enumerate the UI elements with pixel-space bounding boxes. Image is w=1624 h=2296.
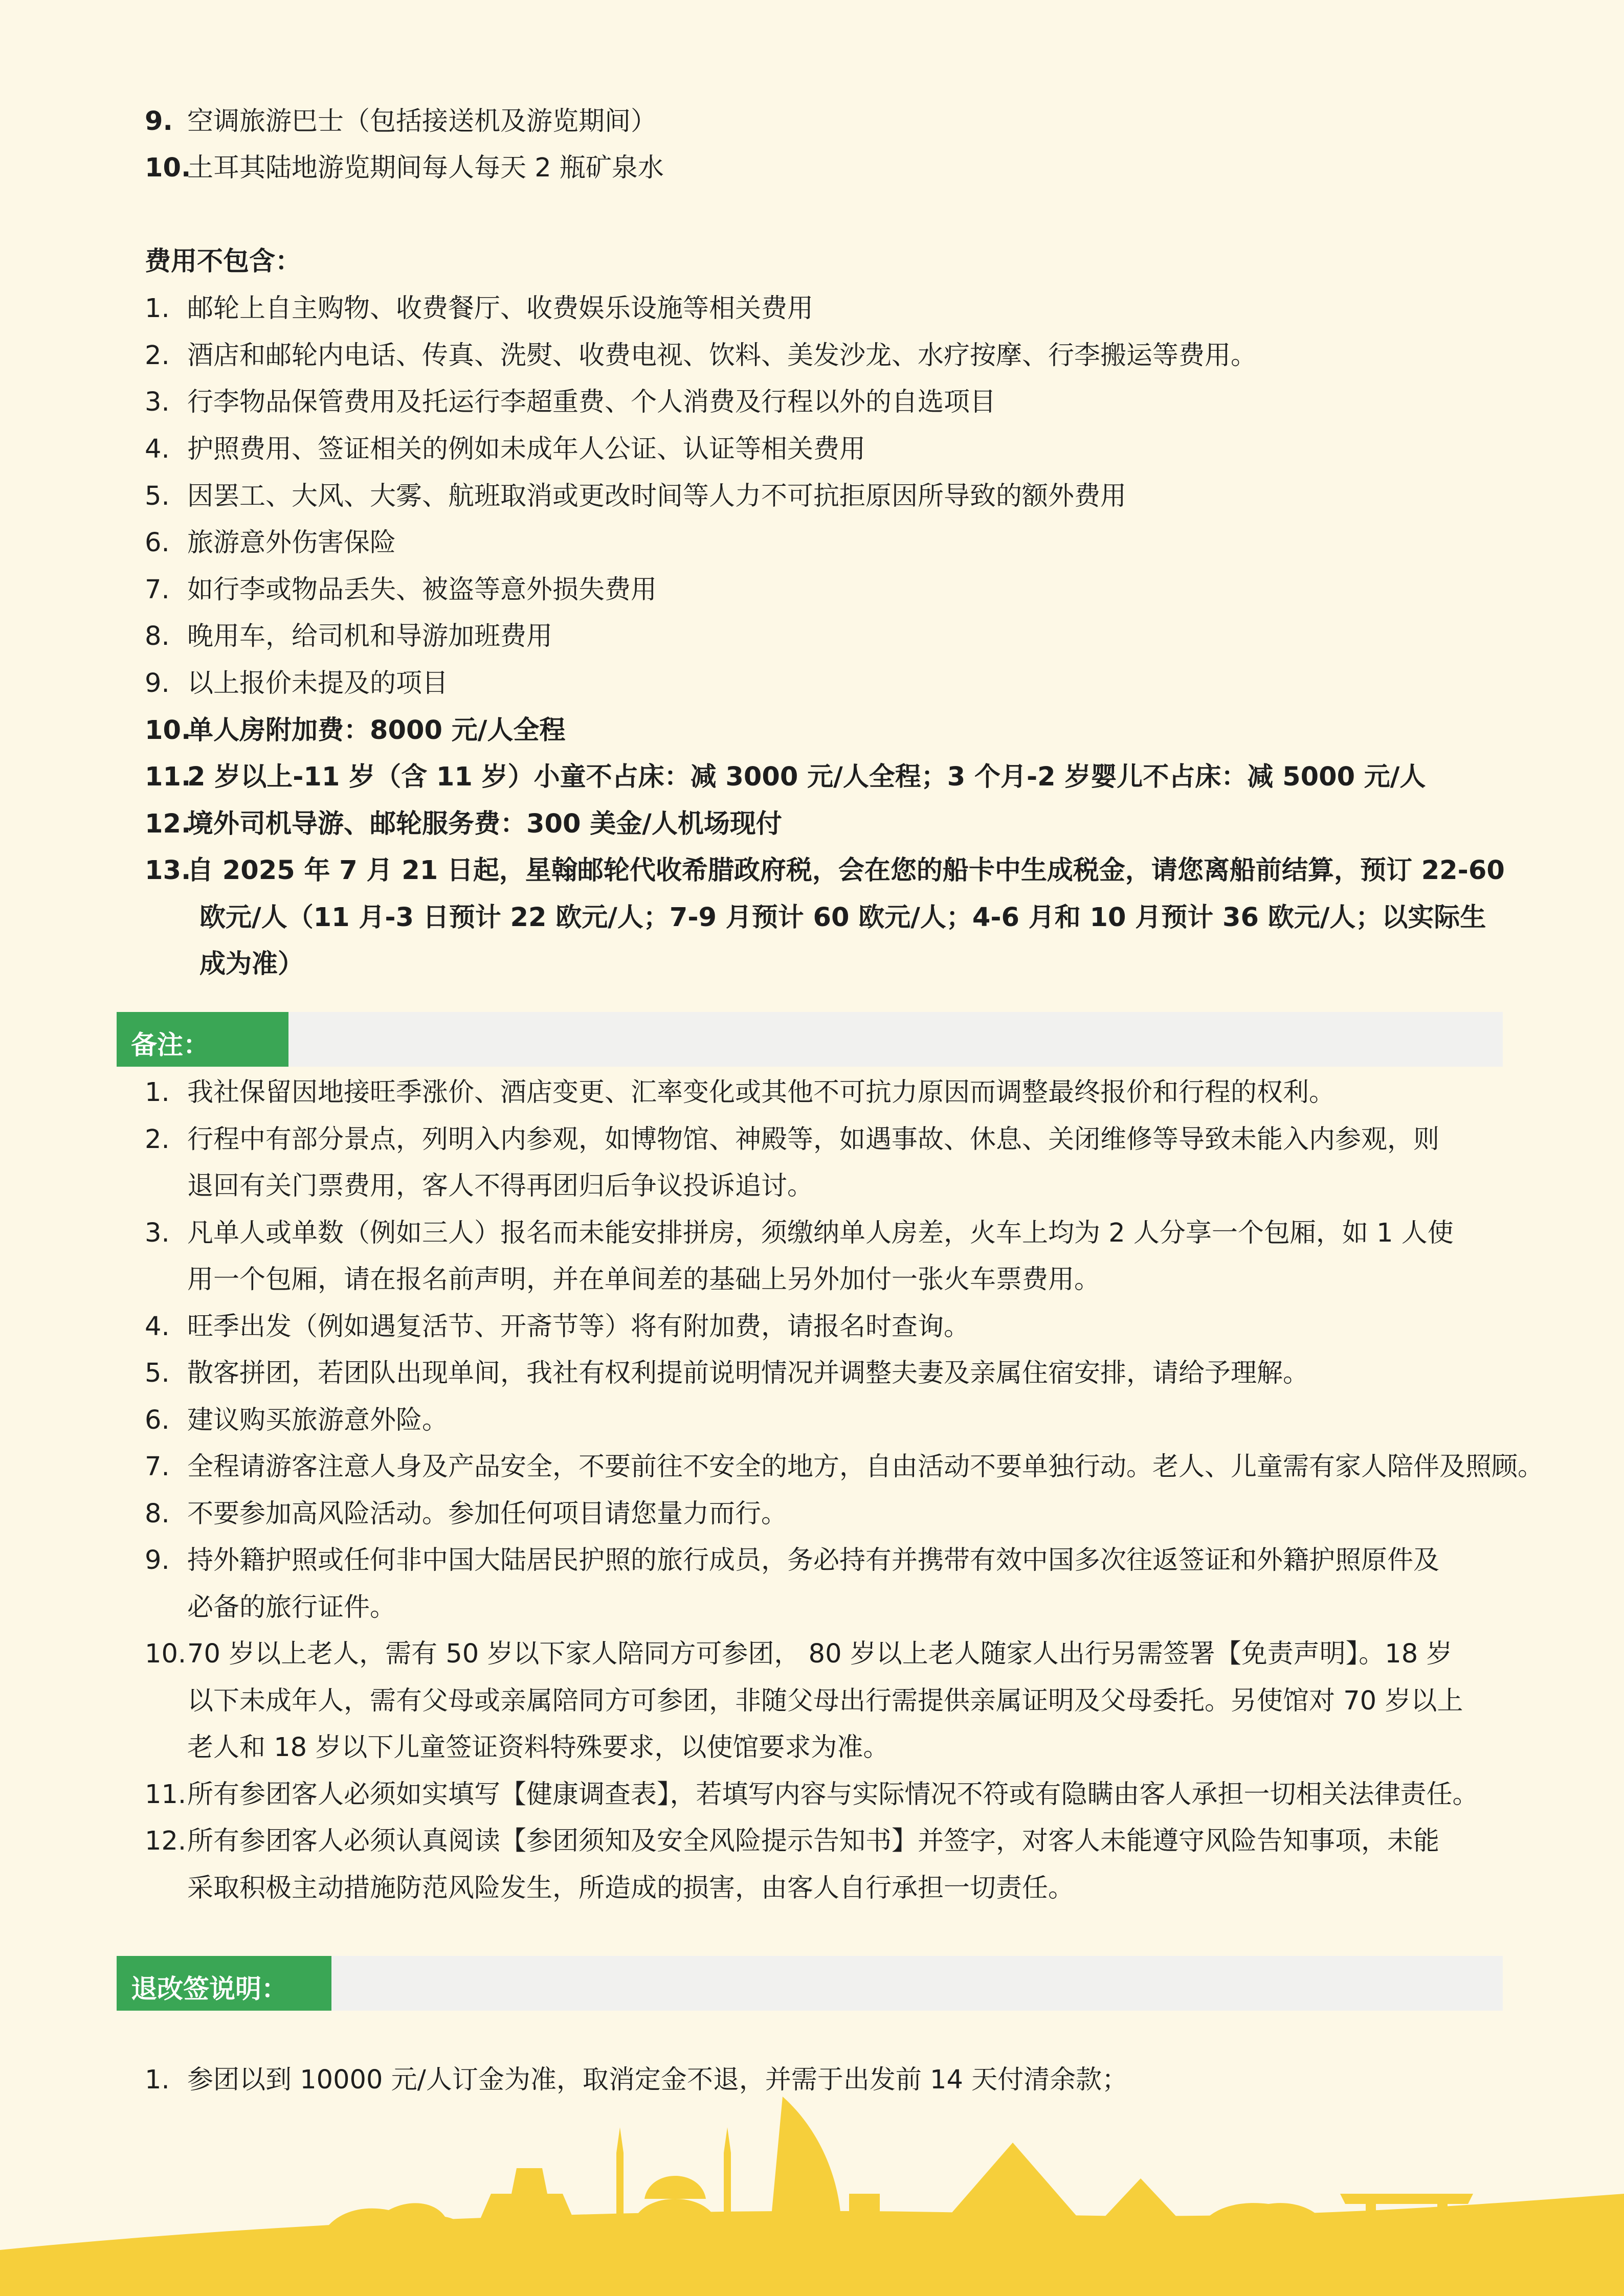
item-text: 全程请游客注意人身及产品安全，不要前往不安全的地方，自由活动不要单独行动。老人、儿童需有家人陪伴及照顾。 (187, 1452, 1544, 1482)
remarks-header-bar (117, 1012, 1503, 1067)
item-number: 1. (145, 294, 170, 324)
item-number: 12. (145, 809, 191, 839)
item-number: 5. (145, 481, 170, 511)
item-text: 所有参团客人必须如实填写【健康调查表】，若填写内容与实际情况不符或有隐瞒由客人承担一切相关法律责任。 (187, 1780, 1479, 1810)
item-text: 70 岁以上老人，需有 50 岁以下家人陪同方可参团， 80 岁以上老人随家人出行另需签署【免责声明】。18 岁 (187, 1639, 1453, 1669)
excluded-heading: 费用不包含： (145, 246, 302, 277)
item-number: 11. (145, 1780, 187, 1810)
refund-heading: 退改签说明： (131, 1974, 288, 2005)
item-text: 我社保留因地接旺季涨价、酒店变更、汇率变化或其他不可抗力原因而调整最终报价和行程的权利。 (187, 1077, 1336, 1108)
item-text: 散客拼团，若团队出现单间，我社有权利提前说明情况并调整夫妻及亲属住宿安排，请给予理解。 (187, 1358, 1309, 1388)
item-text: 境外司机导游、邮轮服务费：300 美金/人机场现付 (187, 809, 782, 839)
item-number: 10. (145, 1639, 187, 1669)
item-text: 旺季出发（例如遇复活节、开斋节等）将有附加费，请报名时查询。 (187, 1312, 970, 1342)
item-number: 3. (145, 387, 170, 417)
item-number: 8. (145, 621, 170, 651)
item-text: 凡单人或单数（例如三人）报名而未能安排拼房，须缴纳单人房差，火车上均为 2 人分享一个包厢，如 1 人使 (187, 1218, 1454, 1248)
item-text: 持外籍护照或任何非中国大陆居民护照的旅行成员，务必持有并携带有效中国多次往返签证和外籍护照原件及 (187, 1545, 1440, 1575)
item-number: 10. (145, 715, 191, 746)
item-text: 退回有关门票费用，客人不得再团归后争议投诉追讨。 (187, 1171, 814, 1201)
item-text: 空调旅游巴士（包括接送机及游览期间） (187, 106, 657, 137)
item-text: 以下未成年人，需有父母或亲属陪同方可参团，非随父母出行需提供亲属证明及父母委托。另使馆对 70 岁以上 (187, 1686, 1463, 1716)
item-number: 10. (145, 153, 191, 183)
item-text: 以上报价未提及的项目 (187, 668, 449, 699)
item-number: 7. (145, 575, 170, 605)
item-text: 建议购买旅游意外险。 (187, 1405, 449, 1435)
remarks-tab (117, 1012, 288, 1067)
item-text: 欧元/人（11 月-3 日预计 22 欧元/人；7-9 月预计 60 欧元/人；4-6 月和 10 月预计 36 欧元/人；以实际生 (199, 903, 1486, 933)
item-number: 9. (145, 106, 173, 137)
item-text: 用一个包厢，请在报名前声明，并在单间差的基础上另外加付一张火车票费用。 (187, 1265, 1101, 1295)
item-text: 行李物品保管费用及托运行李超重费、个人消费及行程以外的自选项目 (187, 387, 996, 417)
item-text: 酒店和邮轮内电话、传真、洗熨、收费电视、饮料、美发沙龙、水疗按摩、行李搬运等费用。 (187, 341, 1257, 371)
remarks-heading: 备注： (131, 1030, 210, 1061)
item-number: 5. (145, 1358, 170, 1388)
item-number: 1. (145, 2065, 170, 2095)
item-text: 自 2025 年 7 月 21 日起，星翰邮轮代收希腊政府税，会在您的船卡中生成税金，请您离船前结算，预订 22-60 (187, 856, 1505, 886)
item-text: 因罢工、大风、大雾、航班取消或更改时间等人力不可抗拒原因所导致的额外费用 (187, 481, 1127, 511)
item-text: 所有参团客人必须认真阅读【参团须知及安全风险提示告知书】并签字，对客人未能遵守风险告知事项，未能 (187, 1826, 1440, 1856)
item-number: 9. (145, 1545, 170, 1575)
item-number: 11. (145, 762, 191, 792)
item-number: 7. (145, 1452, 170, 1482)
item-number: 2. (145, 341, 170, 371)
item-text: 行程中有部分景点，列明入内参观，如博物馆、神殿等，如遇事故、休息、关闭维修等导致未能入内参观，则 (187, 1124, 1440, 1155)
item-text: 单人房附加费：8000 元/人全程 (187, 715, 566, 746)
item-number: 12. (145, 1826, 187, 1856)
item-number: 4. (145, 1312, 170, 1342)
refund-header-bar (117, 1956, 1503, 2011)
item-text: 采取积极主动措施防范风险发生，所造成的损害，由客人自行承担一切责任。 (187, 1873, 1075, 1903)
item-text: 旅游意外伤害保险 (187, 528, 396, 558)
item-number: 6. (145, 528, 170, 558)
item-number: 6. (145, 1405, 170, 1435)
item-text: 晚用车，给司机和导游加班费用 (187, 621, 553, 651)
item-text: 必备的旅行证件。 (187, 1592, 396, 1623)
item-number: 8. (145, 1499, 170, 1529)
item-number: 3. (145, 1218, 170, 1248)
item-number: 2. (145, 1124, 170, 1155)
item-text: 老人和 18 岁以下儿童签证资料特殊要求，以使馆要求为准。 (187, 1732, 889, 1763)
item-text: 护照费用、签证相关的例如未成年人公证、认证等相关费用 (187, 434, 866, 464)
item-number: 1. (145, 1077, 170, 1108)
item-text: 2 岁以上-11 岁（含 11 岁）小童不占床：减 3000 元/人全程；3 个月-2 岁婴儿不占床：减 5000 元/人 (187, 762, 1426, 792)
item-text: 如行李或物品丢失、被盗等意外损失费用 (187, 575, 657, 605)
item-number: 13. (145, 856, 191, 886)
item-text: 参团以到 10000 元/人订金为准，取消定金不退，并需于出发前 14 天付清余款； (187, 2065, 1128, 2095)
item-text: 不要参加高风险活动。参加任何项目请您量力而行。 (187, 1499, 788, 1529)
item-number: 4. (145, 434, 170, 464)
item-text: 土耳其陆地游览期间每人每天 2 瓶矿泉水 (187, 153, 664, 183)
refund-tab (117, 1956, 331, 2011)
item-text: 成为准） (199, 949, 304, 979)
item-text: 邮轮上自主购物、收费餐厅、收费娱乐设施等相关费用 (187, 294, 814, 324)
travel-skyline-illustration (0, 2076, 1624, 2296)
item-number: 9. (145, 668, 170, 699)
landmark-silhouettes-icon (0, 2097, 1624, 2296)
